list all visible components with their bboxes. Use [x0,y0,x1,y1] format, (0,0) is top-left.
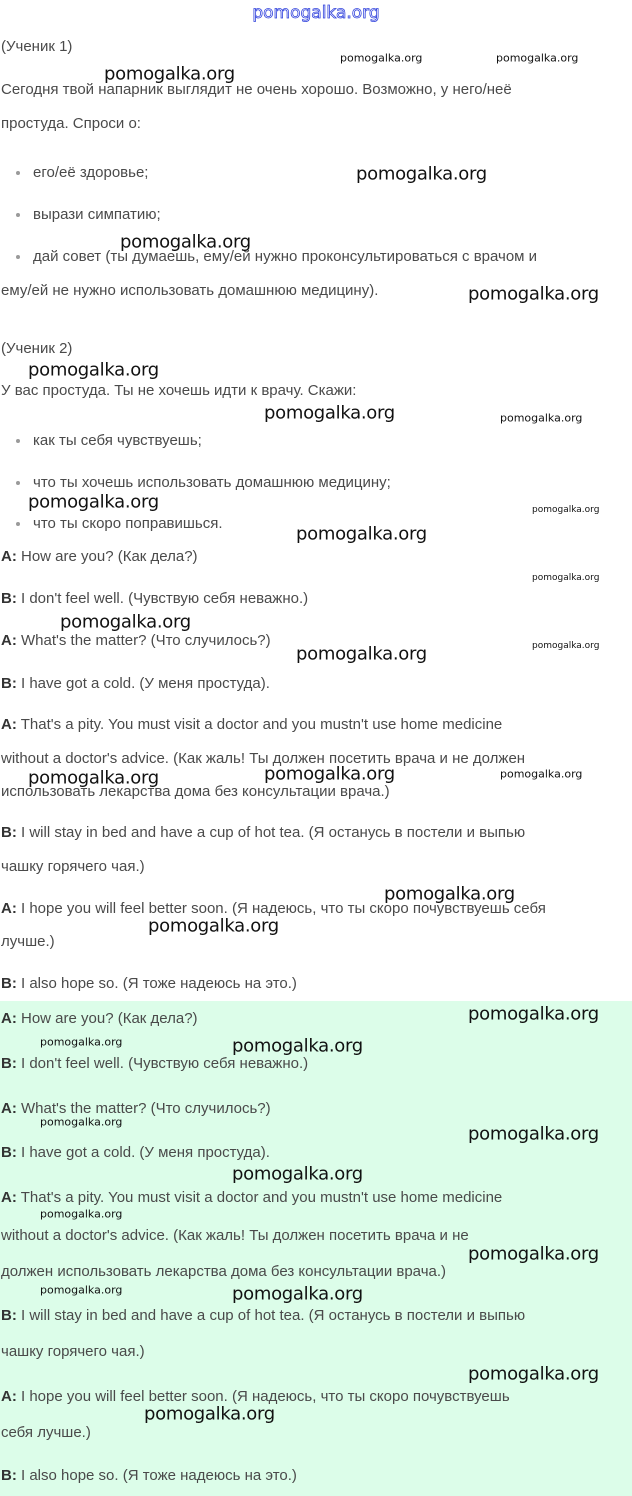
dialog-line-cont: себя лучше.) [1,1424,91,1441]
watermark: pomogalka.org [40,1207,123,1221]
dialog-line: B: I will stay in bed and have a cup of hot tea. (Я останусь в постели и выпью [1,1307,526,1324]
dialog-line: A: I hope you will feel better soon. (Я надеюсь, что ты скоро почувствуешь себя [1,900,546,917]
bullet-icon [16,522,20,526]
watermark: pomogalka.org [104,63,235,85]
watermark: pomogalka.org [532,573,600,583]
bullet-icon [16,439,20,443]
watermark: pomogalka.org [144,1403,275,1425]
watermark: pomogalka.org [384,883,515,905]
watermark: pomogalka.org [28,359,159,381]
watermark: pomogalka.org [356,163,487,185]
student2-label: (Ученик 2) [1,340,73,357]
list-item: вырази симпатию; [33,206,161,223]
dialog-line-cont: чашку горячего чая.) [1,858,145,875]
watermark: pomogalka.org [496,51,579,65]
watermark: pomogalka.org [468,1363,599,1385]
dialog-line: A: What's the matter? (Что случилось?) [1,632,271,649]
dialog-line: B: I also hope so. (Я тоже надеюсь на это.) [1,975,297,992]
dialog-line: A: How are you? (Как дела?) [1,548,198,565]
watermark: pomogalka.org [468,1243,599,1265]
student1-text: простуда. Спроси о: [1,115,141,132]
bullet-icon [16,171,20,175]
watermark: pomogalka.org [296,523,427,545]
dialog-line: B: I don't feel well. (Чувствую себя неважно.) [1,1055,309,1072]
dialog-line-cont: лучше.) [1,933,55,950]
watermark: pomogalka.org [500,411,583,425]
site-header-link[interactable]: pomogalka.org [252,3,380,23]
dialog-line: B: I also hope so. (Я тоже надеюсь на это.) [1,1467,297,1484]
student1-text: Сегодня твой напарник выглядит не очень хорошо. Возможно, у него/неё [1,81,512,98]
dialog-line: A: That's a pity. You must visit a doctor and you mustn't use home medicine [1,716,503,733]
watermark: pomogalka.org [120,231,251,253]
bullet-icon [16,481,20,485]
dialog-line-cont: without a doctor's advice. (Как жаль! Ты должен посетить врача и не должен [1,750,526,767]
student2-text: У вас простуда. Ты не хочешь идти к врачу. Скажи: [1,382,357,399]
watermark: pomogalka.org [148,915,279,937]
watermark: pomogalka.org [28,491,159,513]
watermark: pomogalka.org [468,283,599,305]
dialog-line: A: How are you? (Как дела?) [1,1010,198,1027]
dialog-line: A: What's the matter? (Что случилось?) [1,1100,271,1117]
dialog-line: B: I will stay in bed and have a cup of hot tea. (Я останусь в постели и выпью [1,824,526,841]
watermark: pomogalka.org [232,1035,363,1057]
watermark: pomogalka.org [264,402,395,424]
dialog-line-cont: использовать лекарства дома без консультации врача.) [1,783,390,800]
dialog-line: A: I hope you will feel better soon. (Я надеюсь, что ты скоро почувствуешь [1,1388,510,1405]
dialog-line-cont: without a doctor's advice. (Как жаль! Ты должен посетить врача и не [1,1227,469,1244]
dialog-line: B: I have got a cold. (У меня простуда). [1,1144,270,1161]
watermark: pomogalka.org [532,641,600,651]
watermark: pomogalka.org [468,1123,599,1145]
list-item: что ты хочешь использовать домашнюю медицину; [33,474,391,491]
watermark: pomogalka.org [40,1115,123,1129]
dialog-line-cont: чашку горячего чая.) [1,1343,145,1360]
dialog-line: B: I don't feel well. (Чувствую себя неважно.) [1,590,309,607]
bullet-icon [16,255,20,259]
watermark: pomogalka.org [40,1283,123,1297]
watermark: pomogalka.org [28,767,159,789]
list-item: что ты скоро поправишься. [33,515,223,532]
watermark: pomogalka.org [500,767,583,781]
watermark: pomogalka.org [296,643,427,665]
watermark: pomogalka.org [40,1035,123,1049]
list-item: как ты себя чувствуешь; [33,432,202,449]
watermark: pomogalka.org [468,1003,599,1025]
list-item-cont: ему/ей не нужно использовать домашнюю медицину). [1,282,379,299]
watermark: pomogalka.org [340,51,423,65]
dialog-line: A: That's a pity. You must visit a doctor and you mustn't use home medicine [1,1189,503,1206]
dialog-line: B: I have got a cold. (У меня простуда). [1,675,270,692]
bullet-icon [16,213,20,217]
watermark: pomogalka.org [264,763,395,785]
watermark: pomogalka.org [232,1163,363,1185]
student1-label: (Ученик 1) [1,38,73,55]
watermark: pomogalka.org [60,611,191,633]
dialog-line-cont: должен использовать лекарства дома без консультации врача.) [1,1263,447,1280]
list-item: его/её здоровье; [33,164,149,181]
watermark: pomogalka.org [232,1283,363,1305]
list-item: дай совет (ты думаешь, ему/ей нужно проконсультироваться с врачом и [33,248,538,265]
watermark: pomogalka.org [532,505,600,515]
